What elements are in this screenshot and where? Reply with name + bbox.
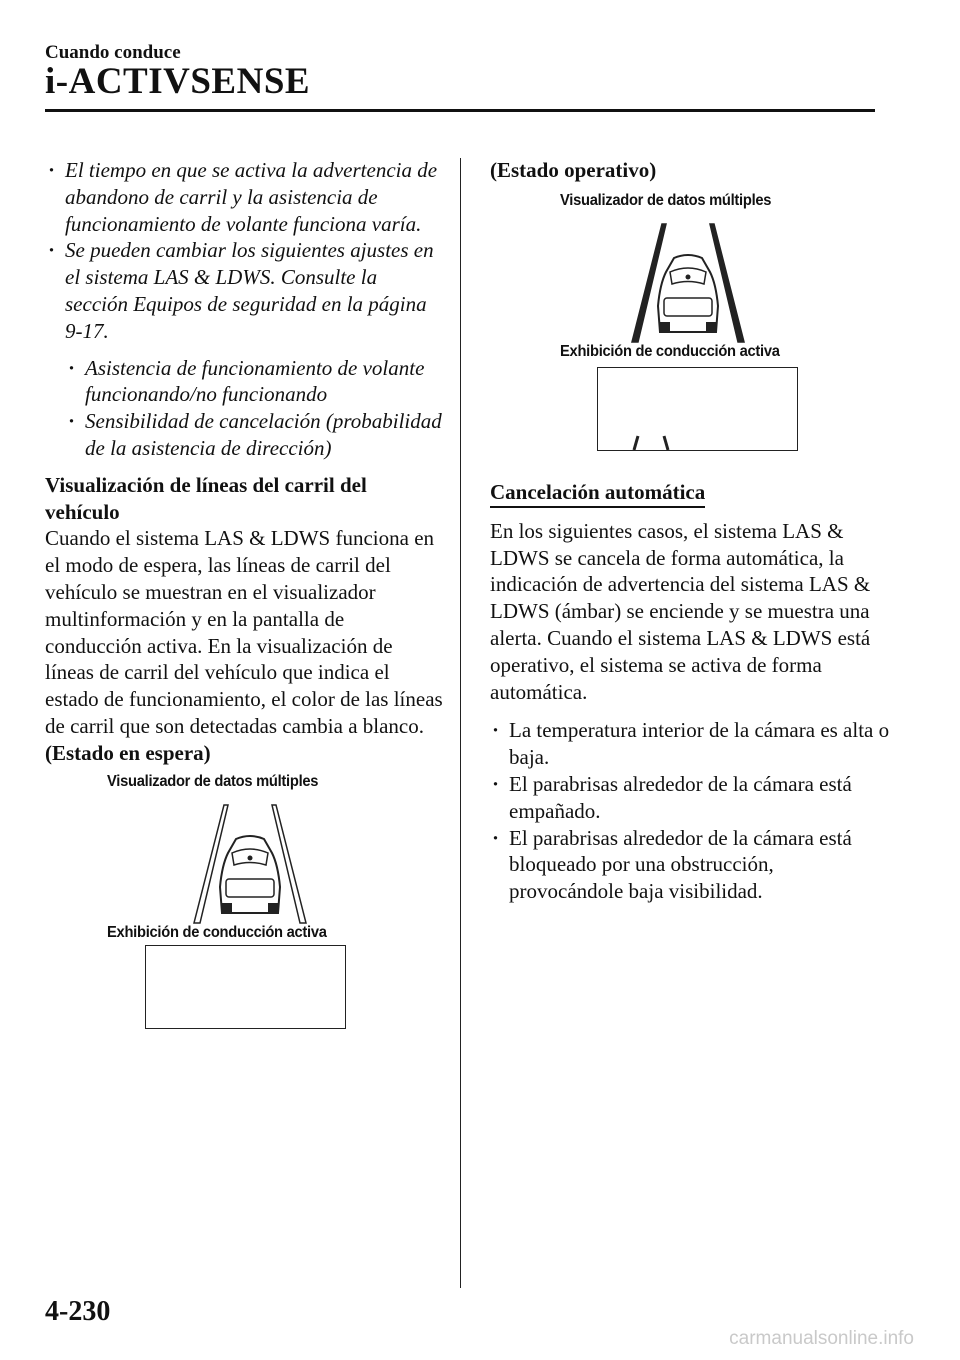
lane-lines-icon bbox=[598, 368, 797, 450]
figure-caption-mid: Visualizador de datos múltiples bbox=[107, 772, 319, 790]
settings-sublist bbox=[65, 355, 445, 462]
note-item: · El tiempo en que se activa la advertencia de abandono de carril y la asistencia de funcionamiento de volante funciona varía. bbox=[45, 157, 445, 237]
standby-heading: (Estado en espera) bbox=[45, 740, 211, 765]
figure-caption-ade: Exhibición de conducción activa bbox=[107, 923, 327, 941]
active-driving-display-box bbox=[597, 367, 798, 451]
lane-display-heading: Visualización de líneas del carril del vehículo bbox=[45, 472, 367, 524]
auto-cancel-subheading: Cancelación automática bbox=[490, 479, 705, 508]
figure-caption-ade: Exhibición de conducción activa bbox=[560, 342, 780, 360]
operative-heading: (Estado operativo) bbox=[490, 158, 657, 182]
section-label: Cuando conduce bbox=[45, 42, 181, 63]
notes-list bbox=[45, 157, 445, 345]
right-column bbox=[490, 157, 890, 905]
header-rule bbox=[45, 109, 875, 112]
condition-item: · La temperatura interior de la cámara es alta o baja. bbox=[490, 717, 890, 771]
figure-caption-mid: Visualizador de datos múltiples bbox=[560, 191, 772, 209]
condition-item: · El parabrisas alrededor de la cámara está bloqueado por una obstrucción, provocándole baja visibilidad. bbox=[490, 825, 890, 905]
standby-figure bbox=[45, 767, 445, 1057]
sub-note-item: · Sensibilidad de cancelación (probabilidad de la asistencia de dirección) bbox=[65, 408, 445, 462]
conditions-list bbox=[490, 717, 890, 905]
note-item: · Se pueden cambiar los siguientes ajustes en el sistema LAS & LDWS. Consulte la sección Equipos de seguridad en la página 9-17. bbox=[45, 237, 445, 344]
active-driving-display-box bbox=[145, 945, 346, 1029]
column-divider bbox=[460, 158, 461, 1288]
lane-car-icon bbox=[608, 214, 768, 344]
lane-display-paragraph: Cuando el sistema LAS & LDWS funciona en el modo de espera, las líneas de carril del vehículo se muestran en el visualizador multinformación y en la pantalla de conducción activa. En la visualización de líneas de carril del vehículo que indica el estado de funcionamiento, el color de las líneas de carril que son detectadas cambia a blanco. bbox=[45, 526, 443, 738]
condition-item: · El parabrisas alrededor de la cámara está empañado. bbox=[490, 771, 890, 825]
auto-cancel-paragraph: En los siguientes casos, el sistema LAS & LDWS se cancela de forma automática, la indicación de advertencia del sistema LAS & LDWS (ámbar) se enciende y se muestra una alerta. Cuando el sistema LAS & LDWS está operativo, el sistema se activa de forma automática. bbox=[490, 518, 871, 704]
watermark: carmanualsonline.info bbox=[729, 1328, 914, 1349]
page-number: 4-230 bbox=[45, 1296, 111, 1327]
lane-car-icon bbox=[170, 795, 330, 925]
chapter-title: i-ACTIVSENSE bbox=[45, 61, 311, 102]
left-column bbox=[45, 157, 445, 1057]
sub-note-item: · Asistencia de funcionamiento de volante funcionando/no funcionando bbox=[65, 355, 445, 409]
operative-figure bbox=[490, 184, 890, 479]
